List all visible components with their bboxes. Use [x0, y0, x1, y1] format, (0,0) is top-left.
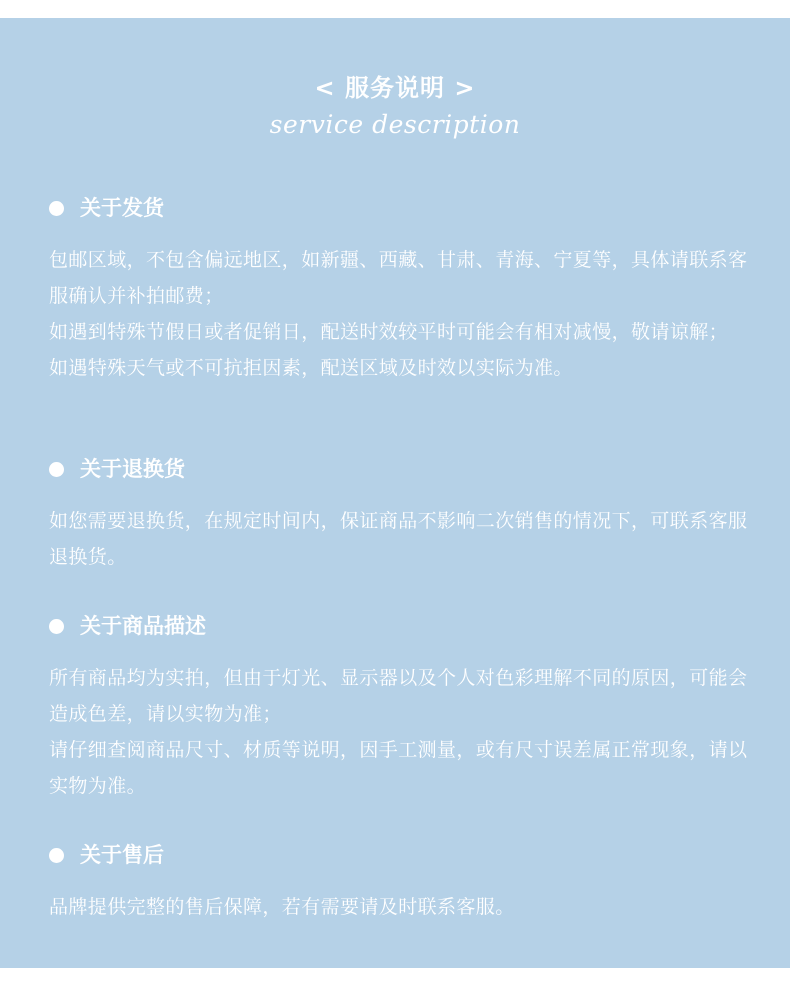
section-header: [49, 451, 749, 487]
section-body: [49, 242, 749, 386]
section-product-description: [49, 608, 749, 804]
paragraph: 如您需要退换货，在规定时间内，保证商品不影响二次销售的情况下，可联系客服退换货。: [49, 510, 748, 568]
section-title: 关于售后: [80, 843, 164, 867]
paragraph: 品牌提供完整的售后保障，若有需要请及时联系客服。: [49, 896, 515, 918]
section-header: [49, 608, 749, 644]
bullet-dot-icon: [49, 201, 64, 216]
section-after-sales: [49, 837, 749, 925]
page-subtitle: service description: [269, 110, 521, 139]
paragraph: 所有商品均为实拍，但由于灯光、显示器以及个人对色彩理解不同的原因，可能会造成色差，请以实物为准；: [49, 667, 748, 725]
section-body: [49, 889, 749, 925]
section-body: [49, 660, 749, 804]
service-info-panel: [0, 18, 790, 968]
bullet-dot-icon: [49, 619, 64, 634]
section-title: 关于发货: [80, 196, 164, 220]
section-title: 关于商品描述: [80, 614, 206, 638]
section-shipping: [49, 190, 749, 386]
page-title: < 服务说明 >: [314, 74, 476, 102]
bullet-dot-icon: [49, 462, 64, 477]
paragraph: 如遇特殊天气或不可抗拒因素，配送区域及时效以实际为准。: [49, 357, 573, 379]
paragraph: 包邮区域，不包含偏远地区，如新疆、西藏、甘肃、青海、宁夏等，具体请联系客服确认并补拍邮费；: [49, 249, 748, 307]
section-body: [49, 503, 749, 575]
paragraph: 如遇到特殊节假日或者促销日，配送时效较平时可能会有相对减慢，敬请谅解；: [49, 321, 729, 343]
section-header: [49, 837, 749, 873]
section-title: 关于退换货: [80, 457, 185, 481]
section-returns: [49, 451, 749, 575]
section-header: [49, 190, 749, 226]
bullet-dot-icon: [49, 848, 64, 863]
paragraph: 请仔细查阅商品尺寸、材质等说明，因手工测量，或有尺寸误差属正常现象，请以实物为准。: [49, 739, 748, 797]
